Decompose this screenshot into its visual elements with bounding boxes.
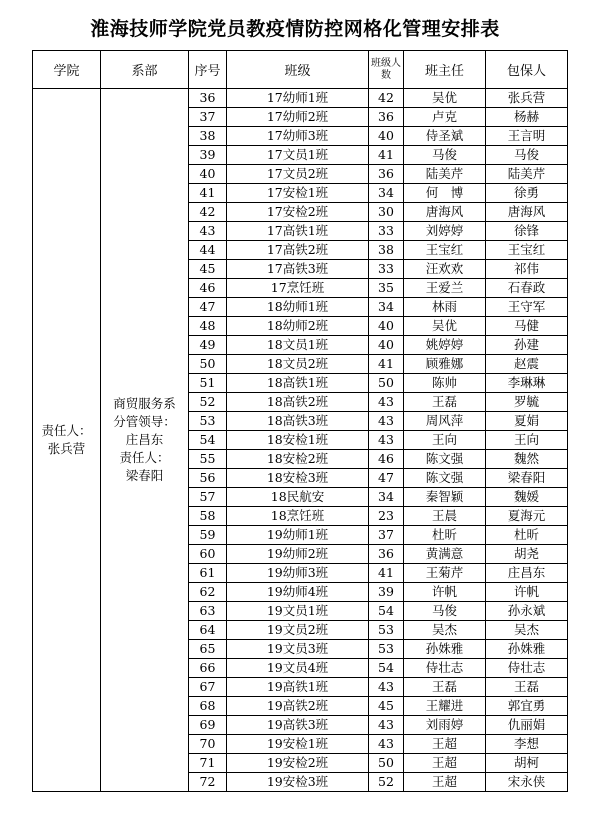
class-cell: 19幼师4班 (227, 583, 369, 602)
class-cell: 19高铁3班 (227, 716, 369, 735)
teacher-cell: 马俊 (404, 146, 486, 165)
class-cell: 17幼师3班 (227, 127, 369, 146)
teacher-cell: 秦智颖 (404, 488, 486, 507)
guarantor-cell: 梁春阳 (486, 469, 568, 488)
count-cell: 34 (369, 184, 404, 203)
header-guarantor: 包保人 (486, 51, 568, 89)
seq-cell: 45 (189, 260, 227, 279)
guarantor-cell: 李想 (486, 735, 568, 754)
seq-cell: 58 (189, 507, 227, 526)
class-cell: 19文员2班 (227, 621, 369, 640)
guarantor-cell: 杜昕 (486, 526, 568, 545)
teacher-cell: 何 博 (404, 184, 486, 203)
teacher-cell: 吴杰 (404, 621, 486, 640)
class-cell: 18安检2班 (227, 450, 369, 469)
class-cell: 17安检1班 (227, 184, 369, 203)
guarantor-cell: 杨赫 (486, 108, 568, 127)
guarantor-cell: 张兵营 (486, 89, 568, 108)
count-cell: 52 (369, 773, 404, 792)
guarantor-cell: 吴杰 (486, 621, 568, 640)
guarantor-cell: 魏媛 (486, 488, 568, 507)
guarantor-cell: 仇丽娟 (486, 716, 568, 735)
class-cell: 19幼师1班 (227, 526, 369, 545)
guarantor-cell: 徐锋 (486, 222, 568, 241)
header-class: 班级 (227, 51, 369, 89)
teacher-cell: 王磊 (404, 393, 486, 412)
seq-cell: 59 (189, 526, 227, 545)
department-cell-line: 责任人： (119, 450, 170, 465)
header-department: 系部 (101, 51, 189, 89)
seq-cell: 44 (189, 241, 227, 260)
count-cell: 41 (369, 355, 404, 374)
seq-cell: 55 (189, 450, 227, 469)
seq-cell: 39 (189, 146, 227, 165)
count-cell: 23 (369, 507, 404, 526)
guarantor-cell: 王言明 (486, 127, 568, 146)
class-cell: 19文员1班 (227, 602, 369, 621)
class-cell: 18幼师2班 (227, 317, 369, 336)
department-responsible-cell (101, 89, 189, 792)
header-seq: 序号 (189, 51, 227, 89)
class-cell: 18安检3班 (227, 469, 369, 488)
count-cell: 53 (369, 640, 404, 659)
header-row (33, 51, 568, 89)
teacher-cell: 王超 (404, 735, 486, 754)
teacher-cell: 王向 (404, 431, 486, 450)
guarantor-cell: 胡柯 (486, 754, 568, 773)
class-cell: 18高铁1班 (227, 374, 369, 393)
count-cell: 33 (369, 222, 404, 241)
teacher-cell: 王耀进 (404, 697, 486, 716)
teacher-cell: 卢克 (404, 108, 486, 127)
class-cell: 19幼师2班 (227, 545, 369, 564)
count-cell: 50 (369, 754, 404, 773)
guarantor-cell: 马俊 (486, 146, 568, 165)
count-cell: 40 (369, 127, 404, 146)
count-cell: 43 (369, 393, 404, 412)
teacher-cell: 侍壮志 (404, 659, 486, 678)
guarantor-cell: 李琳琳 (486, 374, 568, 393)
count-cell: 36 (369, 545, 404, 564)
department-cell-line: 分管领导： (113, 414, 176, 429)
seq-cell: 53 (189, 412, 227, 431)
teacher-cell: 刘雨婷 (404, 716, 486, 735)
class-cell: 18安检1班 (227, 431, 369, 450)
seq-cell: 42 (189, 203, 227, 222)
teacher-cell: 陈文强 (404, 469, 486, 488)
guarantor-cell: 徐勇 (486, 184, 568, 203)
guarantor-cell: 马健 (486, 317, 568, 336)
teacher-cell: 侍圣斌 (404, 127, 486, 146)
seq-cell: 71 (189, 754, 227, 773)
count-cell: 45 (369, 697, 404, 716)
class-cell: 17幼师1班 (227, 89, 369, 108)
guarantor-cell: 孙姝雅 (486, 640, 568, 659)
class-cell: 17幼师2班 (227, 108, 369, 127)
header-college: 学院 (33, 51, 101, 89)
class-cell: 19安检1班 (227, 735, 369, 754)
count-cell: 40 (369, 317, 404, 336)
count-cell: 46 (369, 450, 404, 469)
guarantor-cell: 侍壮志 (486, 659, 568, 678)
class-cell: 17高铁2班 (227, 241, 369, 260)
class-cell: 18高铁2班 (227, 393, 369, 412)
count-cell: 47 (369, 469, 404, 488)
count-cell: 53 (369, 621, 404, 640)
header-teacher: 班主任 (404, 51, 486, 89)
count-cell: 34 (369, 488, 404, 507)
guarantor-cell: 魏然 (486, 450, 568, 469)
seq-cell: 60 (189, 545, 227, 564)
seq-cell: 49 (189, 336, 227, 355)
class-cell: 17高铁1班 (227, 222, 369, 241)
seq-cell: 68 (189, 697, 227, 716)
teacher-cell: 顾雅娜 (404, 355, 486, 374)
guarantor-cell: 胡尧 (486, 545, 568, 564)
guarantor-cell: 王宝红 (486, 241, 568, 260)
teacher-cell: 王超 (404, 754, 486, 773)
class-cell: 17烹饪班 (227, 279, 369, 298)
teacher-cell: 王磊 (404, 678, 486, 697)
seq-cell: 67 (189, 678, 227, 697)
college-cell-line: 责任人： (41, 423, 92, 438)
seq-cell: 47 (189, 298, 227, 317)
teacher-cell: 黄满意 (404, 545, 486, 564)
count-cell: 30 (369, 203, 404, 222)
class-cell: 19幼师3班 (227, 564, 369, 583)
seq-cell: 56 (189, 469, 227, 488)
guarantor-cell: 孙永斌 (486, 602, 568, 621)
guarantor-cell: 许帆 (486, 583, 568, 602)
class-cell: 19安检3班 (227, 773, 369, 792)
count-cell: 33 (369, 260, 404, 279)
roster-table (32, 50, 568, 792)
seq-cell: 64 (189, 621, 227, 640)
seq-cell: 65 (189, 640, 227, 659)
count-cell: 43 (369, 412, 404, 431)
guarantor-cell: 罗毓 (486, 393, 568, 412)
seq-cell: 51 (189, 374, 227, 393)
class-cell: 17文员2班 (227, 165, 369, 184)
count-cell: 43 (369, 431, 404, 450)
guarantor-cell: 郭宜勇 (486, 697, 568, 716)
seq-cell: 57 (189, 488, 227, 507)
count-cell: 41 (369, 146, 404, 165)
teacher-cell: 陆美芹 (404, 165, 486, 184)
seq-cell: 66 (189, 659, 227, 678)
seq-cell: 50 (189, 355, 227, 374)
guarantor-cell: 宋永侠 (486, 773, 568, 792)
class-cell: 17文员1班 (227, 146, 369, 165)
guarantor-cell: 夏娟 (486, 412, 568, 431)
class-cell: 18文员1班 (227, 336, 369, 355)
seq-cell: 72 (189, 773, 227, 792)
count-cell: 42 (369, 89, 404, 108)
seq-cell: 36 (189, 89, 227, 108)
teacher-cell: 吴优 (404, 317, 486, 336)
class-cell: 19文员4班 (227, 659, 369, 678)
class-cell: 18文员2班 (227, 355, 369, 374)
teacher-cell: 王菊芹 (404, 564, 486, 583)
guarantor-cell: 夏海元 (486, 507, 568, 526)
teacher-cell: 王超 (404, 773, 486, 792)
teacher-cell: 孙姝雅 (404, 640, 486, 659)
guarantor-cell: 王守军 (486, 298, 568, 317)
teacher-cell: 刘婷婷 (404, 222, 486, 241)
guarantor-cell: 唐海风 (486, 203, 568, 222)
class-cell: 17高铁3班 (227, 260, 369, 279)
college-cell-line: 张兵营 (47, 441, 86, 456)
teacher-cell: 陈帅 (404, 374, 486, 393)
seq-cell: 37 (189, 108, 227, 127)
class-cell: 18幼师1班 (227, 298, 369, 317)
seq-cell: 38 (189, 127, 227, 146)
college-responsible-cell (33, 89, 101, 792)
seq-cell: 46 (189, 279, 227, 298)
count-cell: 35 (369, 279, 404, 298)
roster-body (33, 89, 568, 792)
page-title: 淮海技师学院党员教疫情防控网格化管理安排表 (90, 18, 500, 40)
count-cell: 36 (369, 108, 404, 127)
seq-cell: 41 (189, 184, 227, 203)
guarantor-cell: 石春政 (486, 279, 568, 298)
teacher-cell: 唐海风 (404, 203, 486, 222)
teacher-cell: 王晨 (404, 507, 486, 526)
department-cell-line: 商贸服务系 (113, 396, 176, 411)
seq-cell: 63 (189, 602, 227, 621)
class-cell: 19文员3班 (227, 640, 369, 659)
seq-cell: 70 (189, 735, 227, 754)
guarantor-cell: 王磊 (486, 678, 568, 697)
class-cell: 18高铁3班 (227, 412, 369, 431)
teacher-cell: 王宝红 (404, 241, 486, 260)
seq-cell: 52 (189, 393, 227, 412)
count-cell: 43 (369, 678, 404, 697)
teacher-cell: 周风萍 (404, 412, 486, 431)
guarantor-cell: 祁伟 (486, 260, 568, 279)
class-cell: 17安检2班 (227, 203, 369, 222)
seq-cell: 62 (189, 583, 227, 602)
teacher-cell: 林雨 (404, 298, 486, 317)
count-cell: 54 (369, 659, 404, 678)
teacher-cell: 吴优 (404, 89, 486, 108)
teacher-cell: 汪欢欢 (404, 260, 486, 279)
table-row (33, 89, 568, 108)
teacher-cell: 陈文强 (404, 450, 486, 469)
count-cell: 36 (369, 165, 404, 184)
teacher-cell: 许帆 (404, 583, 486, 602)
count-cell: 50 (369, 374, 404, 393)
class-cell: 18民航安 (227, 488, 369, 507)
guarantor-cell: 庄昌东 (486, 564, 568, 583)
class-cell: 18烹饪班 (227, 507, 369, 526)
seq-cell: 43 (189, 222, 227, 241)
header-count: 班级人数 (369, 51, 404, 89)
guarantor-cell: 孙建 (486, 336, 568, 355)
guarantor-cell: 陆美芹 (486, 165, 568, 184)
count-cell: 39 (369, 583, 404, 602)
count-cell: 43 (369, 716, 404, 735)
teacher-cell: 王爱兰 (404, 279, 486, 298)
count-cell: 54 (369, 602, 404, 621)
seq-cell: 48 (189, 317, 227, 336)
count-cell: 37 (369, 526, 404, 545)
department-cell-line: 梁春阳 (125, 468, 164, 483)
class-cell: 19高铁2班 (227, 697, 369, 716)
count-cell: 41 (369, 564, 404, 583)
seq-cell: 61 (189, 564, 227, 583)
count-cell: 34 (369, 298, 404, 317)
seq-cell: 54 (189, 431, 227, 450)
count-cell: 38 (369, 241, 404, 260)
guarantor-cell: 王向 (486, 431, 568, 450)
count-cell: 43 (369, 735, 404, 754)
teacher-cell: 姚婷婷 (404, 336, 486, 355)
seq-cell: 40 (189, 165, 227, 184)
class-cell: 19安检2班 (227, 754, 369, 773)
class-cell: 19高铁1班 (227, 678, 369, 697)
count-cell: 40 (369, 336, 404, 355)
teacher-cell: 马俊 (404, 602, 486, 621)
guarantor-cell: 赵震 (486, 355, 568, 374)
department-cell-line: 庄昌东 (125, 432, 164, 447)
seq-cell: 69 (189, 716, 227, 735)
teacher-cell: 杜昕 (404, 526, 486, 545)
